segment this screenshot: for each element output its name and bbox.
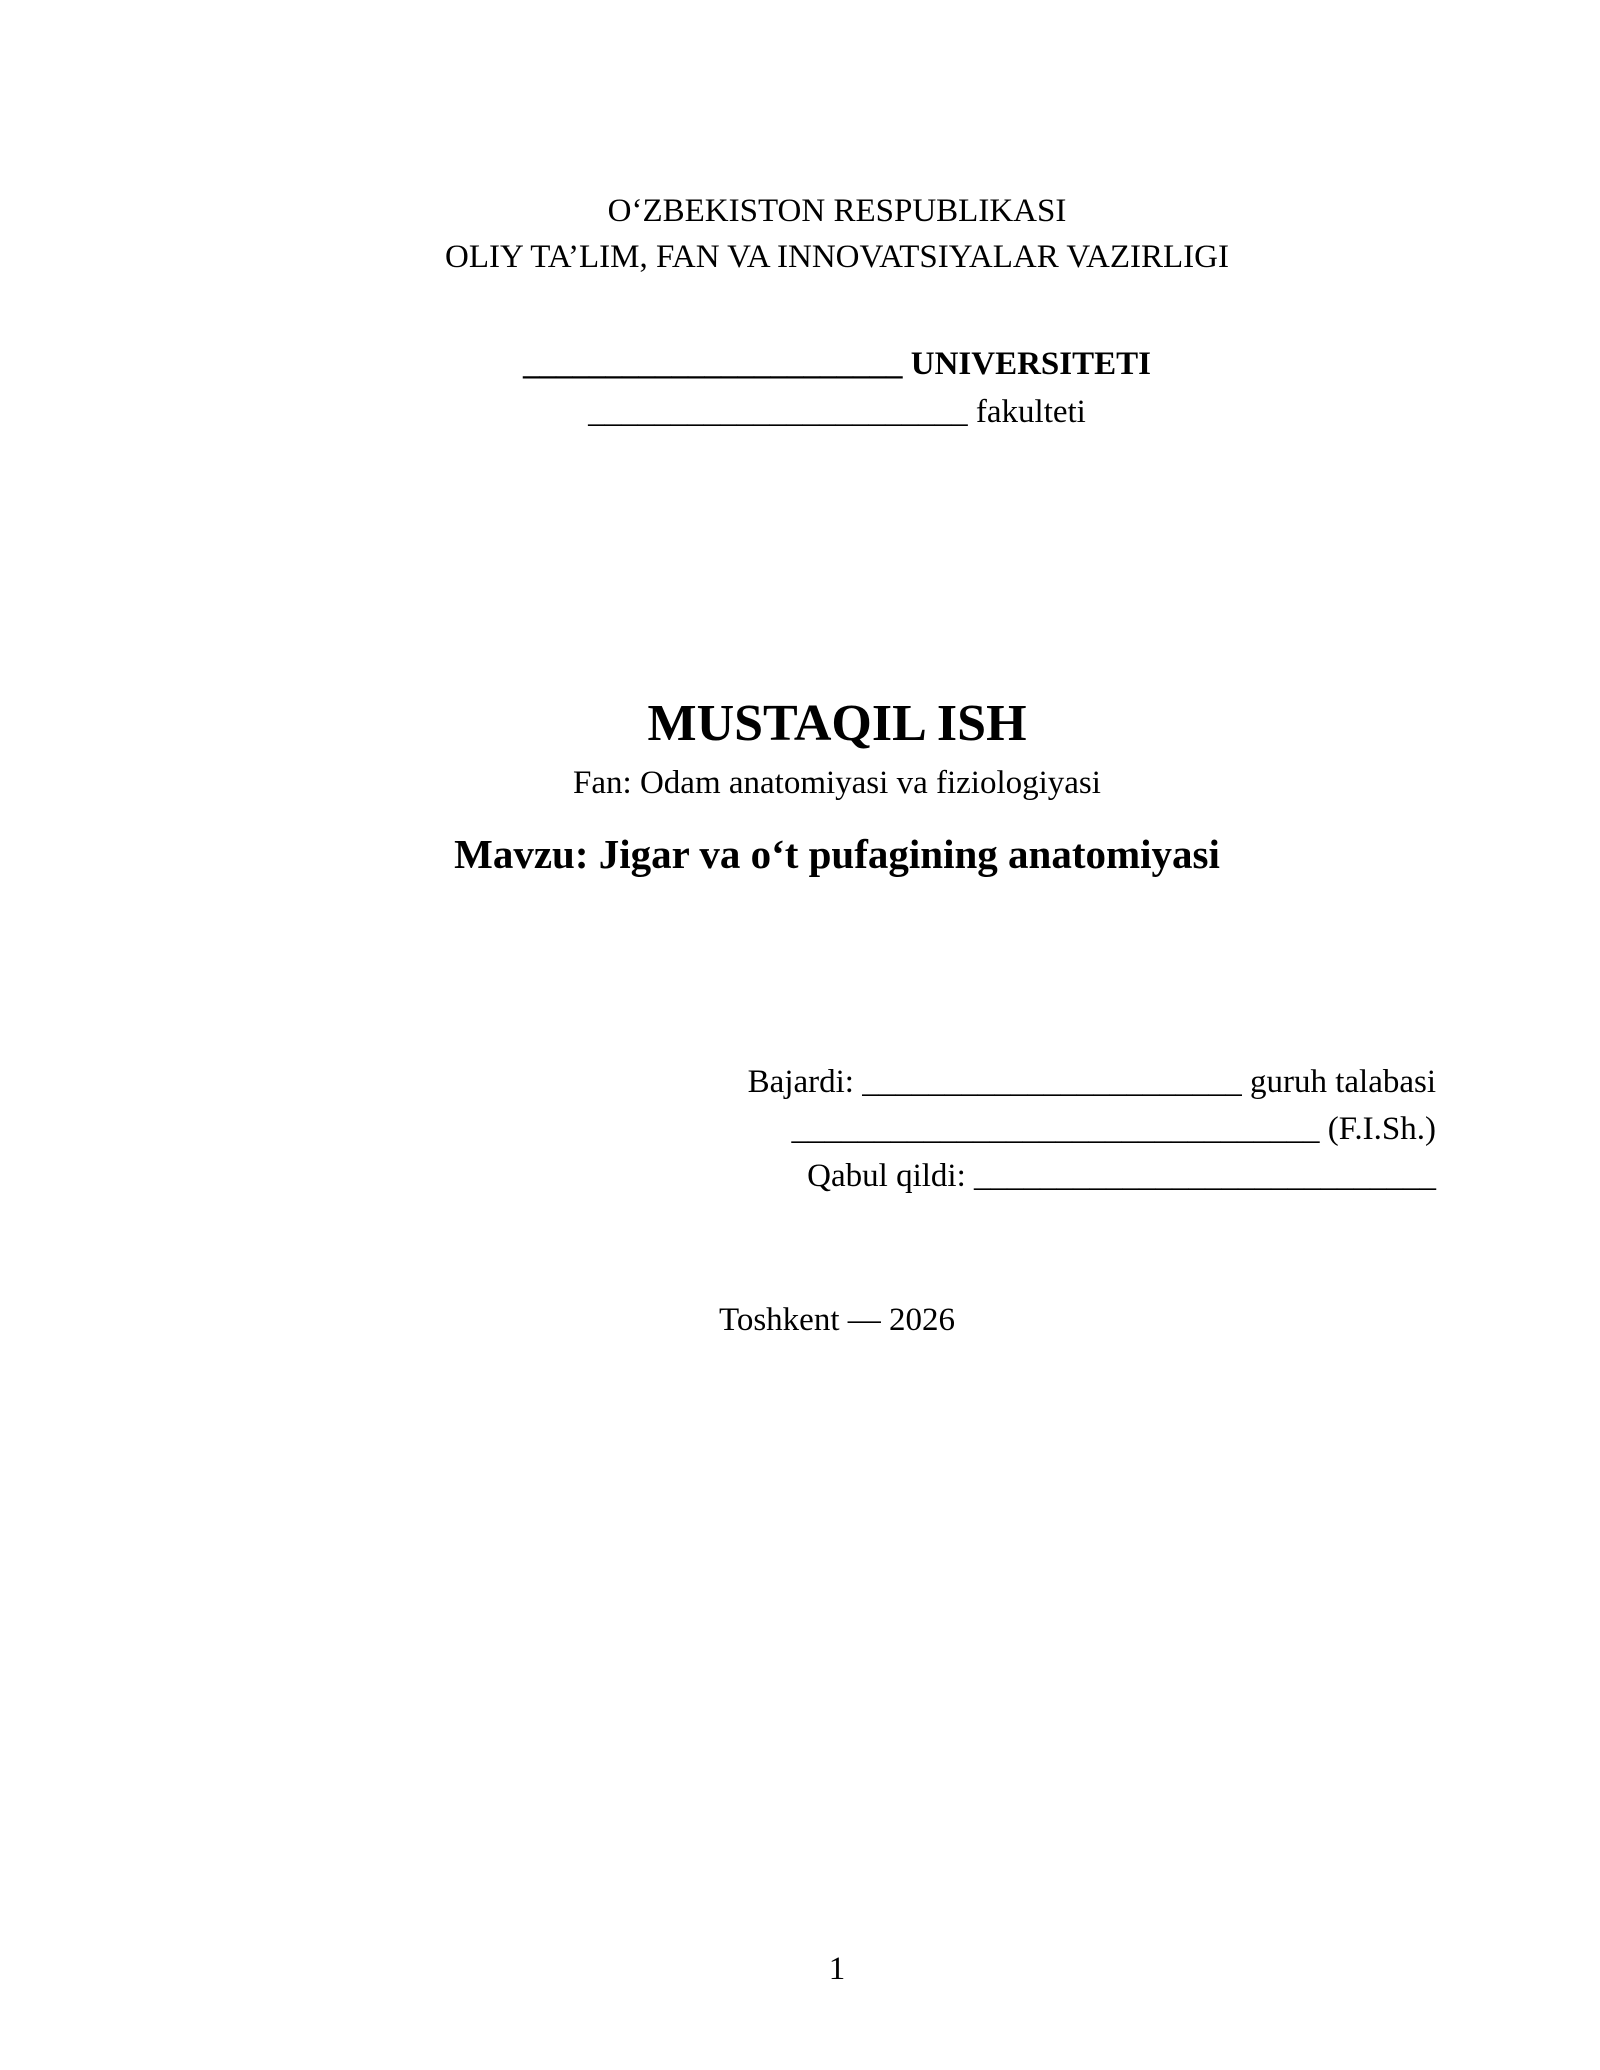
performer-line: Bajardi: _______________________ guruh talabasi bbox=[747, 1064, 1436, 1100]
ministry-country-heading: O‘ZBEKISTON RESPUBLIKASI bbox=[607, 193, 1067, 229]
ministry-name-heading: OLIY TA’LIM, FAN VA INNOVATSIYALAR VAZIRLIGI bbox=[445, 239, 1229, 275]
document-title: MUSTAQIL ISH bbox=[647, 695, 1027, 752]
university-line: _______________________ UNIVERSITETI bbox=[523, 346, 1151, 382]
faculty-line: _______________________ fakulteti bbox=[588, 394, 1086, 430]
page-number: 1 bbox=[828, 1951, 846, 1987]
subject-line: Fan: Odam anatomiyasi va fiziologiyasi bbox=[573, 765, 1101, 801]
full-name-line: ________________________________ (F.I.Sh.) bbox=[791, 1111, 1436, 1147]
topic-line: Mavzu: Jigar va o‘t pufagining anatomiyasi bbox=[454, 831, 1220, 877]
accepted-by-line: Qabul qildi: ____________________________ bbox=[807, 1158, 1436, 1194]
city-year: Toshkent — 2026 bbox=[718, 1302, 955, 1338]
